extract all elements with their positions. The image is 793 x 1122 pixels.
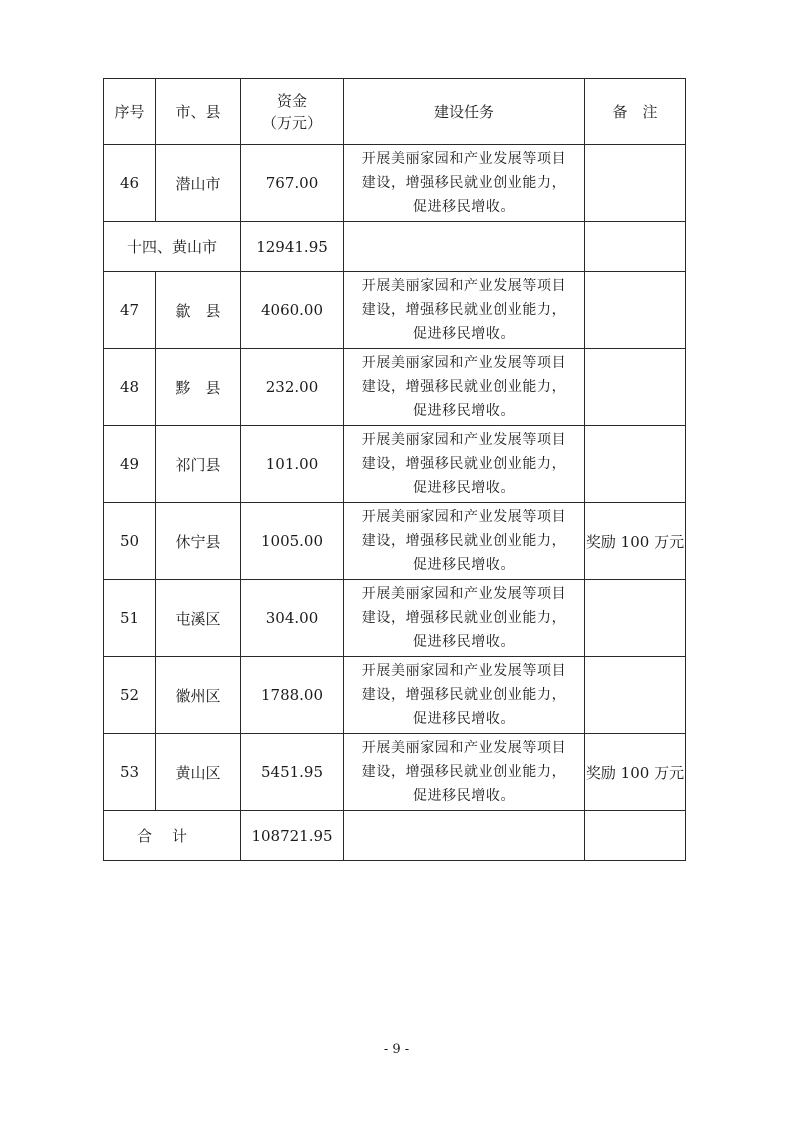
remarks-cell: 奖励 100 万元 [585,734,686,811]
header-construction-task: 建设任务 [344,79,585,145]
table-row [104,349,686,426]
group-name-cell: 十四、黄山市 [104,222,241,272]
header-funds-unit: （万元） [261,113,322,132]
task-text-line: 建设，增强移民就业创业能力， [361,175,567,191]
funds-allocation-table [103,78,686,861]
group-task-cell [344,222,585,272]
serial-number-cell: 52 [104,657,156,734]
task-text-line: 开展美丽家园和产业发展等项目 [361,355,567,371]
total-task-cell [344,811,585,861]
region-cell: 徽州区 [156,657,241,734]
funds-cell: 101.00 [241,426,344,503]
serial-number-cell: 46 [104,145,156,222]
task-text-line: 促进移民增收。 [412,634,516,650]
remarks-cell [585,145,686,222]
construction-task-cell [344,503,585,580]
construction-task-cell [344,580,585,657]
serial-number-cell: 47 [104,272,156,349]
task-text-line: 促进移民增收。 [412,403,516,419]
funds-cell: 767.00 [241,145,344,222]
table-row [104,657,686,734]
construction-task-cell [344,426,585,503]
remarks-cell [585,349,686,426]
funds-cell: 5451.95 [241,734,344,811]
task-text-line: 建设，增强移民就业创业能力， [361,302,567,318]
task-text-line: 建设，增强移民就业创业能力， [361,456,567,472]
serial-number-cell: 48 [104,349,156,426]
construction-task-cell [344,657,585,734]
funds-cell: 1005.00 [241,503,344,580]
header-serial-number: 序号 [104,79,156,145]
funds-cell: 1788.00 [241,657,344,734]
region-cell: 黄山区 [156,734,241,811]
serial-number-cell: 51 [104,580,156,657]
funds-cell: 4060.00 [241,272,344,349]
task-text-line: 建设，增强移民就业创业能力， [361,610,567,626]
remarks-cell [585,426,686,503]
region-cell: 屯溪区 [156,580,241,657]
region-cell: 休宁县 [156,503,241,580]
construction-task-cell [344,145,585,222]
remarks-cell [585,272,686,349]
table-row [104,580,686,657]
table-header-row [104,79,686,145]
funds-cell: 232.00 [241,349,344,426]
task-text-line: 促进移民增收。 [412,199,516,215]
task-text-line: 开展美丽家园和产业发展等项目 [361,278,567,294]
total-remarks-cell [585,811,686,861]
table-row [104,145,686,222]
task-text-line: 建设，增强移民就业创业能力， [361,687,567,703]
serial-number-cell: 50 [104,503,156,580]
task-text-line: 开展美丽家园和产业发展等项目 [361,586,567,602]
table-row [104,426,686,503]
funds-cell: 304.00 [241,580,344,657]
header-remarks: 备 注 [585,79,686,145]
task-text-line: 促进移民增收。 [412,480,516,496]
task-text-line: 开展美丽家园和产业发展等项目 [361,151,567,167]
remarks-cell: 奖励 100 万元 [585,503,686,580]
group-subtotal-row [104,222,686,272]
region-cell: 歙 县 [156,272,241,349]
group-funds-cell: 12941.95 [241,222,344,272]
table-row [104,503,686,580]
serial-number-cell: 49 [104,426,156,503]
task-text-line: 建设，增强移民就业创业能力， [361,533,567,549]
construction-task-cell [344,734,585,811]
construction-task-cell [344,349,585,426]
task-text-line: 开展美丽家园和产业发展等项目 [361,740,567,756]
construction-task-cell [344,272,585,349]
remarks-cell [585,580,686,657]
task-text-line: 促进移民增收。 [412,557,516,573]
task-text-line: 促进移民增收。 [412,326,516,342]
group-remarks-cell [585,222,686,272]
remarks-cell [585,657,686,734]
total-row [104,811,686,861]
task-text-line: 开展美丽家园和产业发展等项目 [361,432,567,448]
task-text-line: 建设，增强移民就业创业能力， [361,764,567,780]
region-cell: 黟 县 [156,349,241,426]
region-cell: 祁门县 [156,426,241,503]
header-funds-label: 资金 [276,91,307,110]
header-funds [241,79,344,145]
total-label-cell: 合计 [104,811,241,861]
task-text-line: 促进移民增收。 [412,711,516,727]
task-text-line: 开展美丽家园和产业发展等项目 [361,663,567,679]
total-funds-cell: 108721.95 [241,811,344,861]
page-number: - 9 - [383,1042,410,1057]
table-row [104,272,686,349]
task-text-line: 建设，增强移民就业创业能力， [361,379,567,395]
header-city-county: 市、县 [156,79,241,145]
task-text-line: 开展美丽家园和产业发展等项目 [361,509,567,525]
region-cell: 潜山市 [156,145,241,222]
task-text-line: 促进移民增收。 [412,788,516,804]
serial-number-cell: 53 [104,734,156,811]
table-row [104,734,686,811]
